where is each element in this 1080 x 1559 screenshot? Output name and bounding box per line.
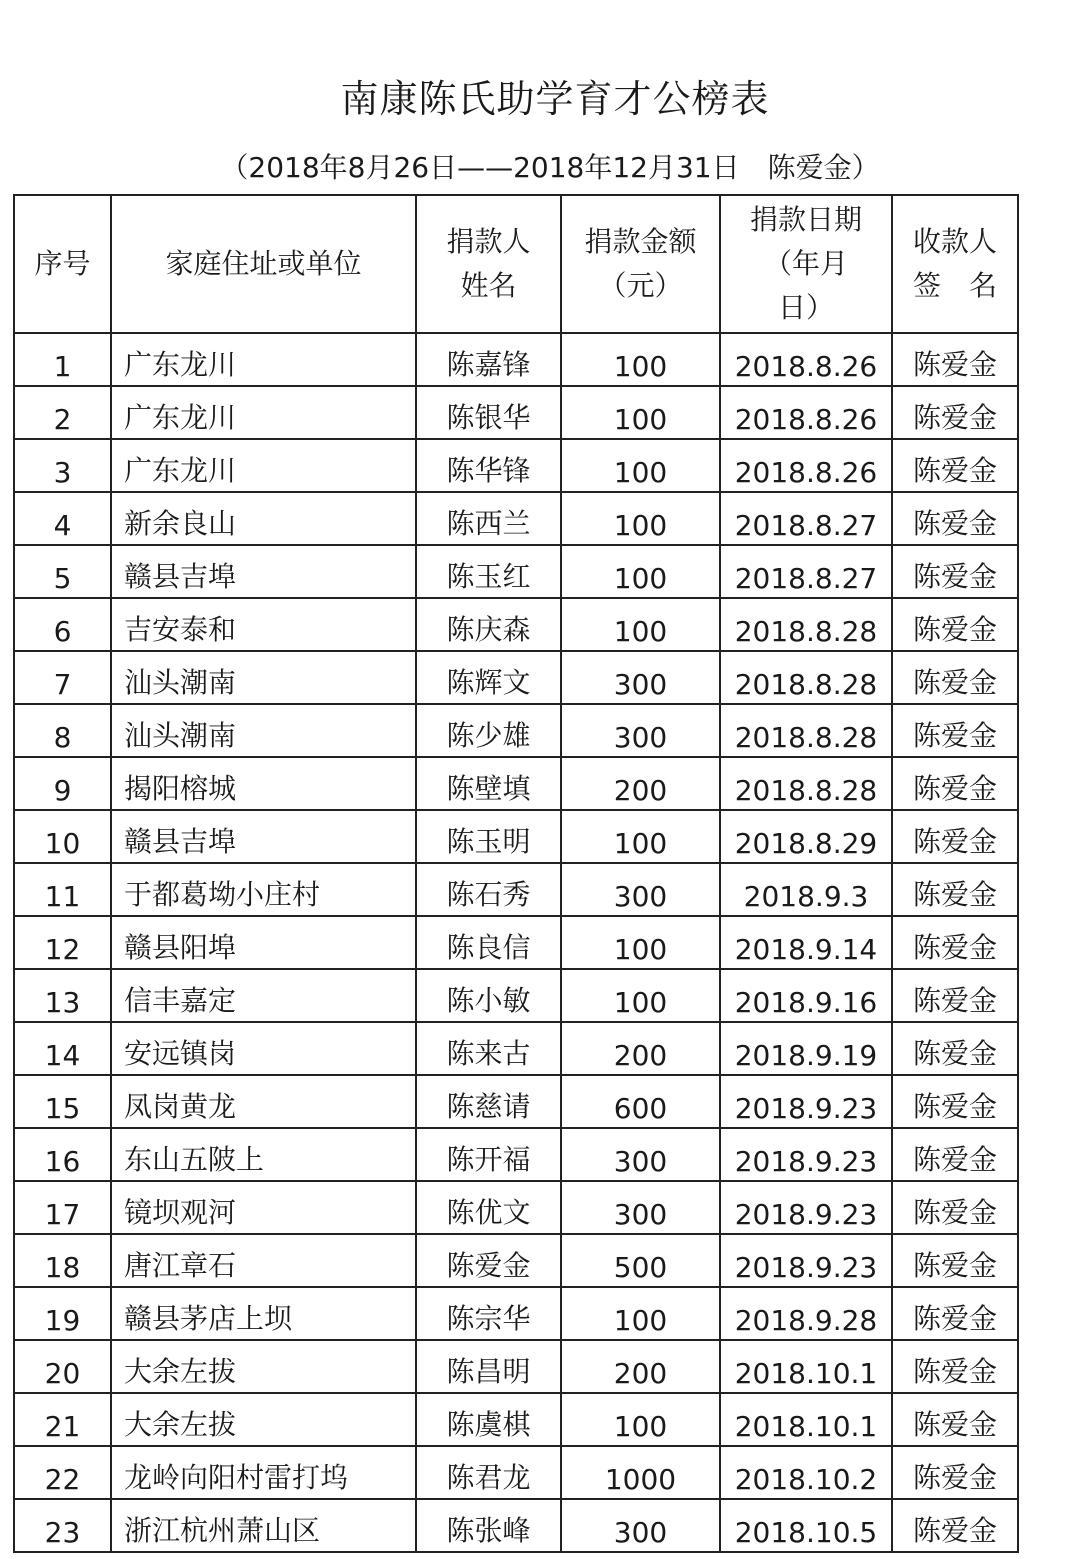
cell-receiver: 陈爱金: [892, 439, 1018, 492]
table-row: [14, 704, 1018, 757]
cell-amount: 300: [561, 1499, 720, 1552]
cell-index: 18: [14, 1234, 111, 1287]
donation-table: [13, 194, 1019, 1553]
table-row: [14, 969, 1018, 1022]
cell-receiver: 陈爱金: [892, 1022, 1018, 1075]
cell-date: 2018.10.1: [720, 1393, 892, 1446]
cell-index: 3: [14, 439, 111, 492]
cell-receiver: 陈爱金: [892, 651, 1018, 704]
cell-date: 2018.9.14: [720, 916, 892, 969]
cell-amount: 300: [561, 1128, 720, 1181]
cell-date: 2018.9.23: [720, 1181, 892, 1234]
cell-donor: 陈小敏: [416, 969, 561, 1022]
cell-date: 2018.10.2: [720, 1446, 892, 1499]
table-row: [14, 1499, 1018, 1552]
table-row: [14, 598, 1018, 651]
cell-donor: 陈虞棋: [416, 1393, 561, 1446]
cell-receiver: 陈爱金: [892, 916, 1018, 969]
cell-index: 5: [14, 545, 111, 598]
cell-amount: 300: [561, 1181, 720, 1234]
cell-donor: 陈庆森: [416, 598, 561, 651]
cell-index: 21: [14, 1393, 111, 1446]
cell-index: 4: [14, 492, 111, 545]
cell-address: 吉安泰和: [111, 598, 416, 651]
table-row: [14, 916, 1018, 969]
table-row: [14, 1340, 1018, 1393]
header-index: 序号: [14, 195, 111, 333]
cell-date: 2018.8.28: [720, 651, 892, 704]
cell-index: 7: [14, 651, 111, 704]
cell-receiver: 陈爱金: [892, 492, 1018, 545]
cell-donor: 陈西兰: [416, 492, 561, 545]
cell-index: 16: [14, 1128, 111, 1181]
cell-index: 9: [14, 757, 111, 810]
cell-amount: 100: [561, 969, 720, 1022]
cell-index: 20: [14, 1340, 111, 1393]
cell-date: 2018.8.29: [720, 810, 892, 863]
table-row: [14, 1022, 1018, 1075]
cell-receiver: 陈爱金: [892, 1075, 1018, 1128]
cell-date: 2018.8.26: [720, 386, 892, 439]
cell-amount: 100: [561, 333, 720, 386]
cell-donor: 陈开福: [416, 1128, 561, 1181]
cell-donor: 陈玉红: [416, 545, 561, 598]
cell-date: 2018.9.23: [720, 1128, 892, 1181]
cell-index: 10: [14, 810, 111, 863]
cell-index: 11: [14, 863, 111, 916]
cell-amount: 300: [561, 704, 720, 757]
cell-date: 2018.8.28: [720, 598, 892, 651]
cell-amount: 300: [561, 863, 720, 916]
table-row: [14, 863, 1018, 916]
cell-index: 13: [14, 969, 111, 1022]
table-row: [14, 545, 1018, 598]
cell-date: 2018.8.26: [720, 439, 892, 492]
cell-date: 2018.9.19: [720, 1022, 892, 1075]
table-row: [14, 1181, 1018, 1234]
cell-address: 于都葛坳小庄村: [111, 863, 416, 916]
header-amount: 捐款金额 （元）: [561, 195, 720, 333]
cell-address: 汕头潮南: [111, 651, 416, 704]
cell-donor: 陈华锋: [416, 439, 561, 492]
cell-date: 2018.9.16: [720, 969, 892, 1022]
cell-amount: 100: [561, 1287, 720, 1340]
document-subtitle: （2018年8月26日——2018年12月31日 陈爱金）: [220, 151, 880, 184]
cell-donor: 陈昌明: [416, 1340, 561, 1393]
table-row: [14, 1128, 1018, 1181]
cell-date: 2018.9.28: [720, 1287, 892, 1340]
cell-receiver: 陈爱金: [892, 1287, 1018, 1340]
cell-index: 6: [14, 598, 111, 651]
cell-amount: 100: [561, 598, 720, 651]
cell-date: 2018.9.3: [720, 863, 892, 916]
table-row: [14, 1446, 1018, 1499]
cell-address: 广东龙川: [111, 439, 416, 492]
cell-date: 2018.8.28: [720, 704, 892, 757]
cell-amount: 200: [561, 1340, 720, 1393]
cell-index: 2: [14, 386, 111, 439]
cell-date: 2018.10.5: [720, 1499, 892, 1552]
cell-donor: 陈君龙: [416, 1446, 561, 1499]
cell-receiver: 陈爱金: [892, 545, 1018, 598]
cell-date: 2018.9.23: [720, 1075, 892, 1128]
cell-receiver: 陈爱金: [892, 810, 1018, 863]
cell-address: 大余左拔: [111, 1393, 416, 1446]
cell-receiver: 陈爱金: [892, 1499, 1018, 1552]
table-row: [14, 1393, 1018, 1446]
cell-amount: 100: [561, 916, 720, 969]
table-row: [14, 1234, 1018, 1287]
cell-receiver: 陈爱金: [892, 1393, 1018, 1446]
cell-receiver: 陈爱金: [892, 704, 1018, 757]
table-row: [14, 651, 1018, 704]
cell-donor: 陈石秀: [416, 863, 561, 916]
cell-date: 2018.8.26: [720, 333, 892, 386]
cell-amount: 600: [561, 1075, 720, 1128]
cell-address: 赣县茅店上坝: [111, 1287, 416, 1340]
cell-amount: 1000: [561, 1446, 720, 1499]
cell-address: 广东龙川: [111, 333, 416, 386]
cell-donor: 陈少雄: [416, 704, 561, 757]
cell-address: 东山五陂上: [111, 1128, 416, 1181]
cell-address: 浙江杭州萧山区: [111, 1499, 416, 1552]
cell-index: 12: [14, 916, 111, 969]
cell-donor: 陈慈请: [416, 1075, 561, 1128]
cell-address: 赣县吉埠: [111, 810, 416, 863]
cell-address: 赣县吉埠: [111, 545, 416, 598]
cell-donor: 陈爱金: [416, 1234, 561, 1287]
cell-donor: 陈宗华: [416, 1287, 561, 1340]
cell-index: 17: [14, 1181, 111, 1234]
cell-index: 15: [14, 1075, 111, 1128]
cell-amount: 500: [561, 1234, 720, 1287]
cell-date: 2018.8.27: [720, 492, 892, 545]
cell-donor: 陈来古: [416, 1022, 561, 1075]
cell-receiver: 陈爱金: [892, 757, 1018, 810]
cell-amount: 100: [561, 545, 720, 598]
cell-address: 赣县阳埠: [111, 916, 416, 969]
cell-address: 揭阳榕城: [111, 757, 416, 810]
cell-amount: 200: [561, 757, 720, 810]
cell-index: 8: [14, 704, 111, 757]
table-row: [14, 810, 1018, 863]
cell-date: 2018.8.27: [720, 545, 892, 598]
cell-amount: 100: [561, 439, 720, 492]
cell-index: 1: [14, 333, 111, 386]
cell-receiver: 陈爱金: [892, 1446, 1018, 1499]
cell-receiver: 陈爱金: [892, 333, 1018, 386]
cell-receiver: 陈爱金: [892, 1340, 1018, 1393]
cell-donor: 陈优文: [416, 1181, 561, 1234]
cell-address: 龙岭向阳村雷打坞: [111, 1446, 416, 1499]
cell-receiver: 陈爱金: [892, 386, 1018, 439]
cell-receiver: 陈爱金: [892, 598, 1018, 651]
header-receiver: 收款人 签 名: [892, 195, 1018, 333]
cell-address: 唐江章石: [111, 1234, 416, 1287]
cell-index: 22: [14, 1446, 111, 1499]
cell-amount: 100: [561, 386, 720, 439]
table-row: [14, 439, 1018, 492]
table-row: [14, 492, 1018, 545]
cell-amount: 200: [561, 1022, 720, 1075]
header-row: [14, 195, 1018, 333]
cell-donor: 陈良信: [416, 916, 561, 969]
cell-donor: 陈张峰: [416, 1499, 561, 1552]
cell-address: 信丰嘉定: [111, 969, 416, 1022]
table-row: [14, 1075, 1018, 1128]
cell-donor: 陈壁填: [416, 757, 561, 810]
cell-receiver: 陈爱金: [892, 863, 1018, 916]
cell-receiver: 陈爱金: [892, 1181, 1018, 1234]
header-address: 家庭住址或单位: [111, 195, 416, 333]
cell-receiver: 陈爱金: [892, 1234, 1018, 1287]
cell-index: 19: [14, 1287, 111, 1340]
cell-receiver: 陈爱金: [892, 969, 1018, 1022]
cell-address: 大余左拔: [111, 1340, 416, 1393]
table-row: [14, 333, 1018, 386]
header-date: 捐款日期 （年月 日）: [720, 195, 892, 333]
cell-address: 镜坝观河: [111, 1181, 416, 1234]
cell-donor: 陈辉文: [416, 651, 561, 704]
cell-date: 2018.10.1: [720, 1340, 892, 1393]
table-body: [14, 333, 1018, 1552]
table-header: [14, 195, 1018, 333]
cell-donor: 陈嘉锋: [416, 333, 561, 386]
document-title: 南康陈氏助学育才公榜表: [340, 77, 770, 121]
cell-amount: 100: [561, 810, 720, 863]
cell-address: 凤岗黄龙: [111, 1075, 416, 1128]
cell-index: 14: [14, 1022, 111, 1075]
cell-date: 2018.8.28: [720, 757, 892, 810]
cell-donor: 陈银华: [416, 386, 561, 439]
cell-donor: 陈玉明: [416, 810, 561, 863]
table-row: [14, 1287, 1018, 1340]
table-row: [14, 386, 1018, 439]
cell-date: 2018.9.23: [720, 1234, 892, 1287]
cell-amount: 100: [561, 1393, 720, 1446]
header-donor: 捐款人 姓名: [416, 195, 561, 333]
cell-receiver: 陈爱金: [892, 1128, 1018, 1181]
table-row: [14, 757, 1018, 810]
cell-address: 汕头潮南: [111, 704, 416, 757]
cell-address: 安远镇岗: [111, 1022, 416, 1075]
cell-index: 23: [14, 1499, 111, 1552]
cell-amount: 300: [561, 651, 720, 704]
cell-amount: 100: [561, 492, 720, 545]
cell-address: 新余良山: [111, 492, 416, 545]
cell-address: 广东龙川: [111, 386, 416, 439]
